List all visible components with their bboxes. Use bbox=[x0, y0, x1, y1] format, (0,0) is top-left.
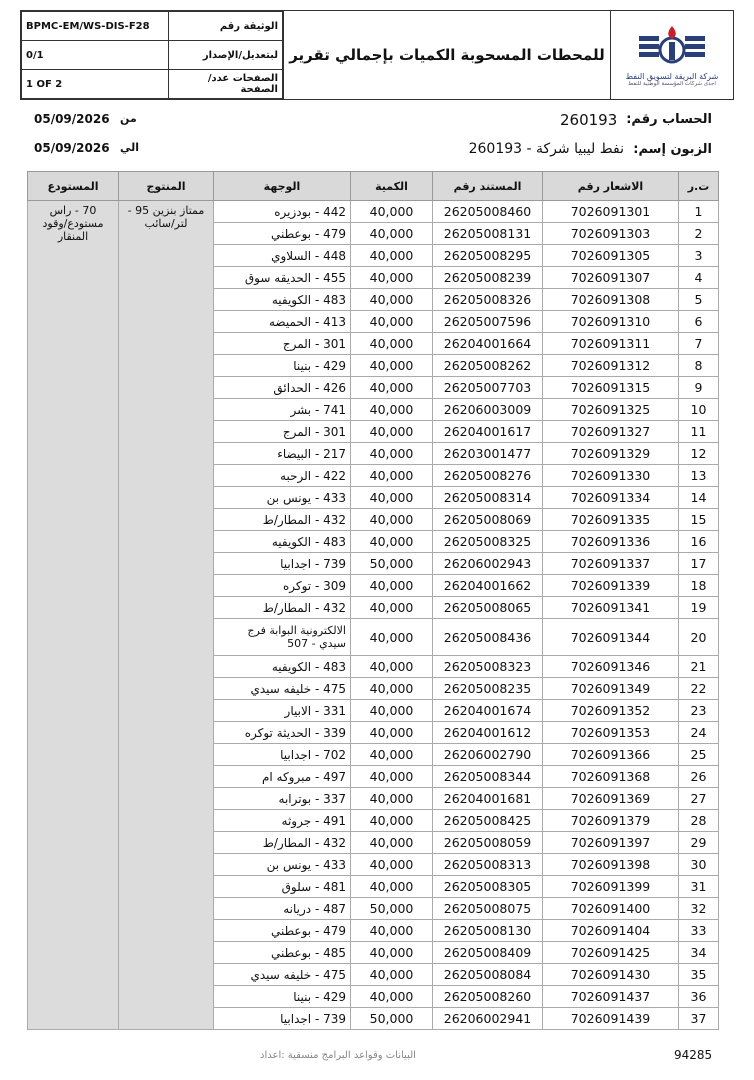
document-number: 26205008409 bbox=[433, 942, 543, 964]
document-number: 26205008425 bbox=[433, 810, 543, 832]
destination: 337 - بوترابه bbox=[214, 788, 351, 810]
document-number: 26205008065 bbox=[433, 597, 543, 619]
row-number: 17 bbox=[679, 553, 719, 575]
destination: 702 - اجدابيا bbox=[214, 744, 351, 766]
destination: الالكترونية البوابة فرج سيدي - 507 bbox=[214, 619, 351, 656]
quantity: 40,000 bbox=[351, 597, 433, 619]
document-number: 26206003009 bbox=[433, 399, 543, 421]
notice-number: 7026091344 bbox=[543, 619, 679, 656]
document-number: 26204001664 bbox=[433, 333, 543, 355]
document-number: 26205008460 bbox=[433, 201, 543, 223]
quantity: 40,000 bbox=[351, 487, 433, 509]
quantity: 40,000 bbox=[351, 766, 433, 788]
quantity: 40,000 bbox=[351, 722, 433, 744]
withdrawals-table bbox=[27, 171, 719, 1030]
row-number: 18 bbox=[679, 575, 719, 597]
header-destination: الوجهة bbox=[214, 172, 351, 201]
notice-number: 7026091303 bbox=[543, 223, 679, 245]
notice-number: 7026091334 bbox=[543, 487, 679, 509]
destination: 448 - السلاوي bbox=[214, 245, 351, 267]
destination: 741 - بشر bbox=[214, 399, 351, 421]
notice-number: 7026091398 bbox=[543, 854, 679, 876]
quantity: 40,000 bbox=[351, 311, 433, 333]
account-value: 260193 bbox=[560, 111, 618, 129]
notice-number: 7026091425 bbox=[543, 942, 679, 964]
document-info-cell bbox=[21, 11, 284, 100]
destination: 483 - الكويفيه bbox=[214, 531, 351, 553]
notice-number: 7026091310 bbox=[543, 311, 679, 333]
row-number: 5 bbox=[679, 289, 719, 311]
row-number: 12 bbox=[679, 443, 719, 465]
row-number: 37 bbox=[679, 1008, 719, 1030]
destination: 426 - الحدائق bbox=[214, 377, 351, 399]
row-number: 2 bbox=[679, 223, 719, 245]
notice-number: 7026091325 bbox=[543, 399, 679, 421]
notice-number: 7026091301 bbox=[543, 201, 679, 223]
row-number: 34 bbox=[679, 942, 719, 964]
document-number: 26205008314 bbox=[433, 487, 543, 509]
quantity: 40,000 bbox=[351, 832, 433, 854]
document-number: 26206002790 bbox=[433, 744, 543, 766]
destination: 432 - المطار/ط bbox=[214, 832, 351, 854]
destination: 483 - الكويفيه bbox=[214, 656, 351, 678]
to-label: الي bbox=[120, 141, 140, 154]
document-number: 26205008069 bbox=[433, 509, 543, 531]
row-number: 11 bbox=[679, 421, 719, 443]
quantity: 40,000 bbox=[351, 810, 433, 832]
destination: 433 - يونس بن bbox=[214, 854, 351, 876]
pages-label: الصفحات عدد/الصفحة bbox=[169, 70, 283, 99]
document-number: 26206002941 bbox=[433, 1008, 543, 1030]
quantity: 40,000 bbox=[351, 531, 433, 553]
quantity: 40,000 bbox=[351, 465, 433, 487]
document-number: 26205008262 bbox=[433, 355, 543, 377]
notice-number: 7026091341 bbox=[543, 597, 679, 619]
destination: 429 - بنينا bbox=[214, 355, 351, 377]
document-number: 26204001681 bbox=[433, 788, 543, 810]
quantity: 40,000 bbox=[351, 223, 433, 245]
quantity: 40,000 bbox=[351, 788, 433, 810]
notice-number: 7026091369 bbox=[543, 788, 679, 810]
document-number: 26204001612 bbox=[433, 722, 543, 744]
destination: 432 - المطار/ط bbox=[214, 509, 351, 531]
notice-number: 7026091439 bbox=[543, 1008, 679, 1030]
row-number: 10 bbox=[679, 399, 719, 421]
notice-number: 7026091339 bbox=[543, 575, 679, 597]
notice-number: 7026091353 bbox=[543, 722, 679, 744]
row-number: 9 bbox=[679, 377, 719, 399]
notice-number: 7026091352 bbox=[543, 700, 679, 722]
customer-label: الزبون إسم: bbox=[633, 142, 712, 157]
notice-number: 7026091335 bbox=[543, 509, 679, 531]
destination: 442 - بودزيره bbox=[214, 201, 351, 223]
row-number: 19 bbox=[679, 597, 719, 619]
destination: 497 - مبروكه ام bbox=[214, 766, 351, 788]
document-number: 26203001477 bbox=[433, 443, 543, 465]
document-number: 26205008131 bbox=[433, 223, 543, 245]
quantity: 40,000 bbox=[351, 245, 433, 267]
destination: 455 - الحديقه سوق bbox=[214, 267, 351, 289]
quantity: 40,000 bbox=[351, 986, 433, 1008]
quantity: 50,000 bbox=[351, 898, 433, 920]
row-number: 7 bbox=[679, 333, 719, 355]
destination: 475 - خليفه سيدي bbox=[214, 964, 351, 986]
notice-number: 7026091307 bbox=[543, 267, 679, 289]
product-cell: ممتاز بنزين 95 - لتر/سائب bbox=[119, 201, 214, 1030]
notice-number: 7026091305 bbox=[543, 245, 679, 267]
notice-number: 7026091379 bbox=[543, 810, 679, 832]
header-quantity: الكمية bbox=[351, 172, 433, 201]
table-header-row bbox=[28, 172, 719, 201]
quantity: 40,000 bbox=[351, 267, 433, 289]
quantity: 50,000 bbox=[351, 553, 433, 575]
quantity: 40,000 bbox=[351, 619, 433, 656]
notice-number: 7026091329 bbox=[543, 443, 679, 465]
doc-number-value: BPMC-EM/WS-DIS-F28 bbox=[22, 12, 169, 41]
table-row bbox=[28, 201, 719, 223]
revision-value: 0/1 bbox=[22, 41, 169, 70]
destination: 217 - البيضاء bbox=[214, 443, 351, 465]
quantity: 40,000 bbox=[351, 509, 433, 531]
quantity: 40,000 bbox=[351, 201, 433, 223]
quantity: 40,000 bbox=[351, 678, 433, 700]
document-info-table bbox=[21, 11, 283, 99]
notice-number: 7026091397 bbox=[543, 832, 679, 854]
notice-number: 7026091430 bbox=[543, 964, 679, 986]
document-number: 26204001617 bbox=[433, 421, 543, 443]
destination: 422 - الرحبه bbox=[214, 465, 351, 487]
quantity: 40,000 bbox=[351, 656, 433, 678]
footer-note: البيانات وقواعد البرامج منسقية :اعداد bbox=[260, 1050, 416, 1061]
header-document: المستند رقم bbox=[433, 172, 543, 201]
quantity: 40,000 bbox=[351, 744, 433, 766]
depot-cell: 70 - راس مستودع/وقود المنقار bbox=[28, 201, 119, 1030]
document-number: 26206002943 bbox=[433, 553, 543, 575]
document-number: 26205008084 bbox=[433, 964, 543, 986]
row-number: 25 bbox=[679, 744, 719, 766]
quantity: 40,000 bbox=[351, 399, 433, 421]
quantity: 40,000 bbox=[351, 355, 433, 377]
quantity: 40,000 bbox=[351, 854, 433, 876]
row-number: 6 bbox=[679, 311, 719, 333]
quantity: 40,000 bbox=[351, 377, 433, 399]
document-number: 26205008239 bbox=[433, 267, 543, 289]
destination: 339 - الحديثة توكره bbox=[214, 722, 351, 744]
quantity: 50,000 bbox=[351, 1008, 433, 1030]
row-number: 26 bbox=[679, 766, 719, 788]
destination: 487 - دريانه bbox=[214, 898, 351, 920]
row-number: 20 bbox=[679, 619, 719, 656]
document-number: 26205008276 bbox=[433, 465, 543, 487]
row-number: 31 bbox=[679, 876, 719, 898]
quantity: 40,000 bbox=[351, 942, 433, 964]
row-number: 8 bbox=[679, 355, 719, 377]
document-header bbox=[20, 10, 734, 100]
header-product: المنتوج bbox=[119, 172, 214, 201]
notice-number: 7026091312 bbox=[543, 355, 679, 377]
document-number: 26205008295 bbox=[433, 245, 543, 267]
destination: 491 - جروثه bbox=[214, 810, 351, 832]
quantity: 40,000 bbox=[351, 333, 433, 355]
row-number: 24 bbox=[679, 722, 719, 744]
document-number: 26205008436 bbox=[433, 619, 543, 656]
row-number: 23 bbox=[679, 700, 719, 722]
document-number: 26205008305 bbox=[433, 876, 543, 898]
row-number: 21 bbox=[679, 656, 719, 678]
report-title: للمحطات المسحوبة الكميات بإجمالي تقرير bbox=[284, 11, 611, 100]
destination: 301 - المرج bbox=[214, 421, 351, 443]
quantity: 40,000 bbox=[351, 964, 433, 986]
destination: 479 - بوعطني bbox=[214, 223, 351, 245]
document-number: 26205008325 bbox=[433, 531, 543, 553]
quantity: 40,000 bbox=[351, 700, 433, 722]
destination: 479 - بوعطني bbox=[214, 920, 351, 942]
notice-number: 7026091404 bbox=[543, 920, 679, 942]
destination: 413 - الحميضه bbox=[214, 311, 351, 333]
notice-number: 7026091399 bbox=[543, 876, 679, 898]
document-number: 26205008313 bbox=[433, 854, 543, 876]
quantity: 40,000 bbox=[351, 421, 433, 443]
pages-value: 1 OF 2 bbox=[22, 70, 169, 99]
destination: 483 - الكويفيه bbox=[214, 289, 351, 311]
row-number: 3 bbox=[679, 245, 719, 267]
destination: 739 - اجدابيا bbox=[214, 553, 351, 575]
company-name: شركة البريقة لتسويق النفط bbox=[625, 71, 719, 81]
quantity: 40,000 bbox=[351, 920, 433, 942]
document-number: 26205008235 bbox=[433, 678, 543, 700]
document-number: 26205007703 bbox=[433, 377, 543, 399]
doc-number-label: الوثيقة رقم bbox=[169, 12, 283, 41]
revision-label: لبتعديل/الإصدار bbox=[169, 41, 283, 70]
notice-number: 7026091336 bbox=[543, 531, 679, 553]
from-date: 05/09/2026 bbox=[34, 112, 110, 126]
row-number: 33 bbox=[679, 920, 719, 942]
quantity: 40,000 bbox=[351, 876, 433, 898]
company-logo-icon bbox=[637, 24, 707, 70]
destination: 485 - بوعطني bbox=[214, 942, 351, 964]
row-number: 22 bbox=[679, 678, 719, 700]
row-number: 29 bbox=[679, 832, 719, 854]
row-number: 27 bbox=[679, 788, 719, 810]
row-number: 13 bbox=[679, 465, 719, 487]
table-body bbox=[28, 201, 719, 1030]
from-label: من bbox=[120, 112, 137, 125]
notice-number: 7026091327 bbox=[543, 421, 679, 443]
company-logo-cell bbox=[611, 11, 734, 100]
document-number: 26204001662 bbox=[433, 575, 543, 597]
row-number: 1 bbox=[679, 201, 719, 223]
notice-number: 7026091330 bbox=[543, 465, 679, 487]
notice-number: 7026091311 bbox=[543, 333, 679, 355]
quantity: 40,000 bbox=[351, 575, 433, 597]
notice-number: 7026091337 bbox=[543, 553, 679, 575]
row-number: 4 bbox=[679, 267, 719, 289]
row-number: 36 bbox=[679, 986, 719, 1008]
document-number: 26205008326 bbox=[433, 289, 543, 311]
header-notice: الاشعار رقم bbox=[543, 172, 679, 201]
page-id: 94285 bbox=[674, 1048, 713, 1062]
document-number: 26205008323 bbox=[433, 656, 543, 678]
document-number: 26205008260 bbox=[433, 986, 543, 1008]
row-number: 32 bbox=[679, 898, 719, 920]
destination: 309 - توكره bbox=[214, 575, 351, 597]
notice-number: 7026091315 bbox=[543, 377, 679, 399]
destination: 429 - بنينا bbox=[214, 986, 351, 1008]
destination: 475 - خليفه سيدي bbox=[214, 678, 351, 700]
notice-number: 7026091366 bbox=[543, 744, 679, 766]
company-subtitle: احدى شركات المؤسسة الوطنية للنفط bbox=[628, 80, 716, 87]
row-number: 16 bbox=[679, 531, 719, 553]
document-number: 26205008059 bbox=[433, 832, 543, 854]
row-number: 28 bbox=[679, 810, 719, 832]
destination: 432 - المطار/ط bbox=[214, 597, 351, 619]
document-number: 26205008344 bbox=[433, 766, 543, 788]
destination: 481 - سلوق bbox=[214, 876, 351, 898]
notice-number: 7026091368 bbox=[543, 766, 679, 788]
destination: 331 - الابيار bbox=[214, 700, 351, 722]
quantity: 40,000 bbox=[351, 289, 433, 311]
row-number: 30 bbox=[679, 854, 719, 876]
notice-number: 7026091400 bbox=[543, 898, 679, 920]
row-number: 35 bbox=[679, 964, 719, 986]
notice-number: 7026091349 bbox=[543, 678, 679, 700]
notice-number: 7026091346 bbox=[543, 656, 679, 678]
destination: 433 - يونس بن bbox=[214, 487, 351, 509]
document-number: 26204001674 bbox=[433, 700, 543, 722]
quantity: 40,000 bbox=[351, 443, 433, 465]
header-depot: المستودع bbox=[28, 172, 119, 201]
document-number: 26205008130 bbox=[433, 920, 543, 942]
header-no: ت.ر bbox=[679, 172, 719, 201]
destination: 301 - المرج bbox=[214, 333, 351, 355]
destination: 739 - اجدابيا bbox=[214, 1008, 351, 1030]
customer-value: نفط ليبيا شركة - 260193 bbox=[468, 141, 624, 157]
row-number: 15 bbox=[679, 509, 719, 531]
to-date: 05/09/2026 bbox=[34, 141, 110, 155]
account-label: الحساب رقم: bbox=[626, 112, 712, 127]
document-number: 26205007596 bbox=[433, 311, 543, 333]
notice-number: 7026091308 bbox=[543, 289, 679, 311]
row-number: 14 bbox=[679, 487, 719, 509]
document-number: 26205008075 bbox=[433, 898, 543, 920]
notice-number: 7026091437 bbox=[543, 986, 679, 1008]
